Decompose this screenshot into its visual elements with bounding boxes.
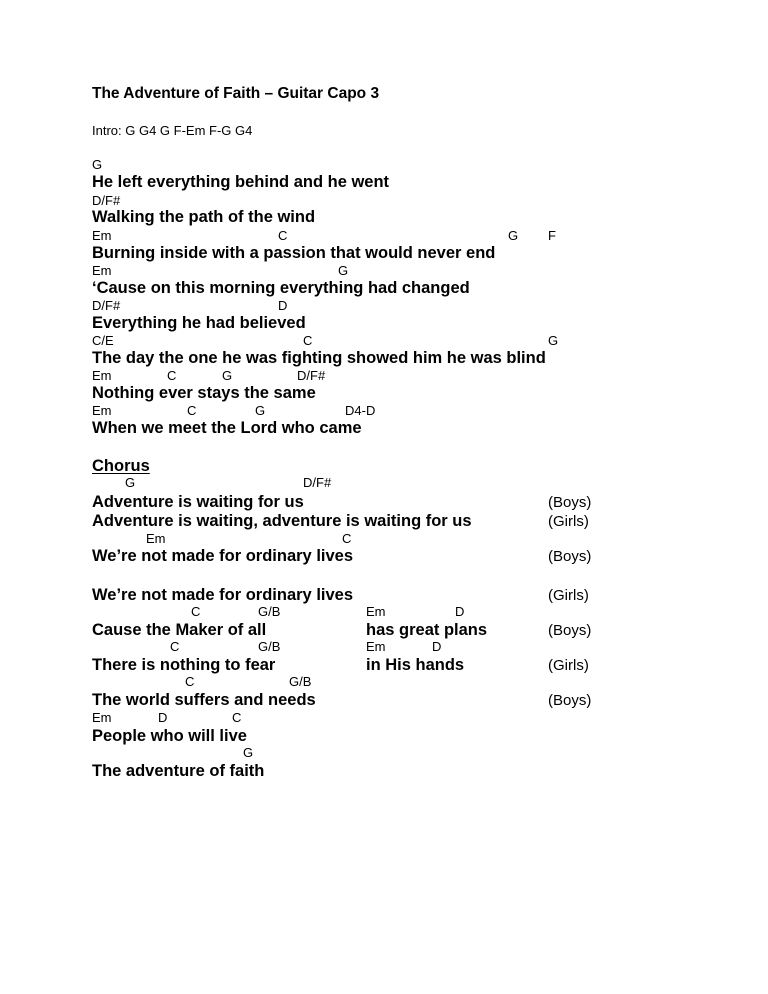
chord: C bbox=[303, 333, 313, 348]
part-label: (Boys) bbox=[548, 692, 592, 709]
chord: G/B bbox=[258, 604, 281, 619]
chord: G bbox=[255, 403, 266, 418]
chord: G bbox=[243, 745, 254, 760]
chord: C bbox=[187, 403, 197, 418]
chord: C bbox=[167, 368, 177, 383]
lyric-line: The world suffers and needs bbox=[92, 691, 316, 709]
chord: D/F# bbox=[297, 368, 326, 383]
chord: C bbox=[170, 639, 180, 654]
lyric-line: We’re not made for ordinary lives bbox=[92, 547, 354, 565]
lyric-line: He left everything behind and he went bbox=[92, 173, 390, 191]
chord: Em bbox=[366, 639, 386, 654]
part-label: (Boys) bbox=[548, 622, 592, 639]
chord: Em bbox=[92, 710, 112, 725]
lyric-line: The adventure of faith bbox=[92, 762, 265, 780]
chord: G bbox=[222, 368, 233, 383]
lyric-line: has great plans bbox=[366, 621, 488, 639]
chord: C/E bbox=[92, 333, 114, 348]
lyric-line: We’re not made for ordinary lives bbox=[92, 586, 354, 604]
chord: Em bbox=[92, 263, 112, 278]
chord: D bbox=[432, 639, 442, 654]
lyric-line: Nothing ever stays the same bbox=[92, 384, 316, 402]
part-label: (Boys) bbox=[548, 494, 592, 511]
chord: Em bbox=[92, 368, 112, 383]
part-label: (Girls) bbox=[548, 587, 589, 604]
chord: G/B bbox=[258, 639, 281, 654]
chord: D/F# bbox=[92, 193, 121, 208]
chord: C bbox=[278, 228, 288, 243]
chord: G bbox=[508, 228, 519, 243]
lyric-line: Burning inside with a passion that would never end bbox=[92, 244, 496, 262]
intro-line: Intro: G G4 G F-Em F-G G4 bbox=[92, 123, 253, 138]
lyric-line: Everything he had believed bbox=[92, 314, 306, 332]
lyric-line: in His hands bbox=[366, 656, 465, 674]
lyric-line: Walking the path of the wind bbox=[92, 208, 316, 226]
chord: C bbox=[185, 674, 195, 689]
lyric-line: When we meet the Lord who came bbox=[92, 419, 362, 437]
chorus-heading: Chorus bbox=[92, 457, 150, 475]
chord: G bbox=[92, 157, 103, 172]
part-label: (Girls) bbox=[548, 657, 589, 674]
part-label: (Girls) bbox=[548, 513, 589, 530]
chord: D4-D bbox=[345, 403, 376, 418]
lyric-line: Adventure is waiting, adventure is waiting for us bbox=[92, 512, 472, 530]
chord: Em bbox=[146, 531, 166, 546]
chord: D/F# bbox=[303, 475, 332, 490]
chord: D/F# bbox=[92, 298, 121, 313]
chord: G bbox=[338, 263, 349, 278]
chord: C bbox=[191, 604, 201, 619]
chord: G/B bbox=[289, 674, 312, 689]
chord: F bbox=[548, 228, 556, 243]
lyric-line: Cause the Maker of all bbox=[92, 621, 267, 639]
chord: C bbox=[232, 710, 242, 725]
lyric-line: ‘Cause on this morning everything had changed bbox=[92, 279, 470, 297]
lyric-line: People who will live bbox=[92, 727, 247, 745]
song-title: The Adventure of Faith – Guitar Capo 3 bbox=[92, 85, 380, 102]
chord: D bbox=[455, 604, 465, 619]
chord: D bbox=[278, 298, 288, 313]
part-label: (Boys) bbox=[548, 548, 592, 565]
chord: G bbox=[548, 333, 559, 348]
lyric-line: The day the one he was fighting showed him he was blind bbox=[92, 349, 546, 367]
chord: Em bbox=[92, 403, 112, 418]
chord: D bbox=[158, 710, 168, 725]
lyric-line: Adventure is waiting for us bbox=[92, 493, 304, 511]
lyric-line: There is nothing to fear bbox=[92, 656, 276, 674]
chord: G bbox=[125, 475, 136, 490]
chord: Em bbox=[92, 228, 112, 243]
chord: C bbox=[342, 531, 352, 546]
chord: Em bbox=[366, 604, 386, 619]
